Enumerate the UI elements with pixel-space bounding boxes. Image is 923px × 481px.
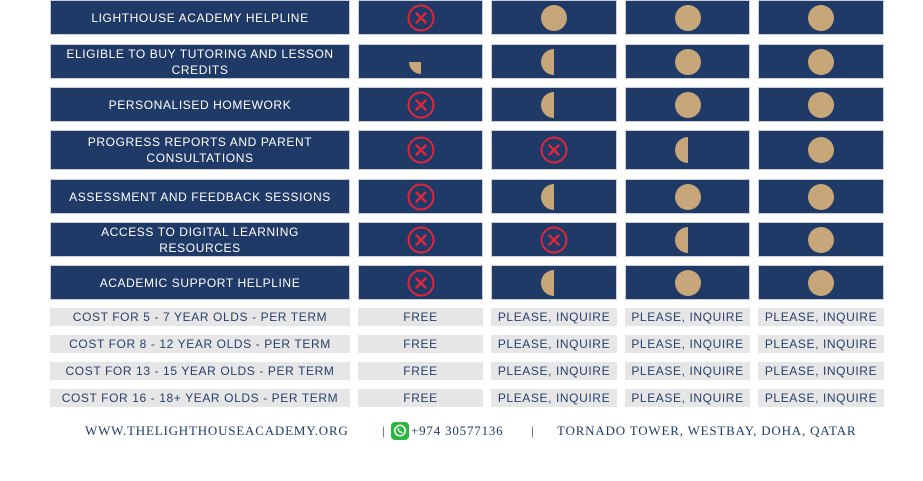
plan-cell: [758, 222, 884, 257]
cost-label: COST FOR 5 - 7 YEAR OLDS - PER TERM: [50, 308, 350, 326]
half-circle-icon: [540, 91, 568, 119]
plan-cell: [358, 44, 483, 79]
cost-value: FREE: [358, 335, 483, 353]
feature-label: ELIGIBLE TO BUY TUTORING AND LESSON CREDITS: [50, 44, 350, 79]
footer-separator-2: |: [531, 423, 535, 438]
full-circle-icon: [540, 4, 568, 32]
cost-value: PLEASE, INQUIRE: [625, 362, 750, 380]
cost-value: PLEASE, INQUIRE: [758, 308, 884, 326]
cost-value: PLEASE, INQUIRE: [491, 389, 617, 407]
full-circle-icon: [807, 183, 835, 211]
plan-cell: [625, 265, 750, 300]
plan-cell: [491, 265, 617, 300]
plan-cell: [358, 265, 483, 300]
full-circle-icon: [807, 48, 835, 76]
cost-value: PLEASE, INQUIRE: [625, 308, 750, 326]
plan-cell: [625, 222, 750, 257]
full-circle-icon: [674, 183, 702, 211]
plan-cell: [758, 44, 884, 79]
footer-phone[interactable]: +974 30577136: [411, 423, 504, 438]
plan-cell: [491, 179, 617, 214]
full-circle-icon: [674, 48, 702, 76]
cost-value: PLEASE, INQUIRE: [758, 389, 884, 407]
plan-cell: [625, 44, 750, 79]
half-circle-icon: [540, 48, 568, 76]
plan-cell: [625, 179, 750, 214]
cost-label: COST FOR 16 - 18+ YEAR OLDS - PER TERM: [50, 389, 350, 407]
feature-label: ACADEMIC SUPPORT HELPLINE: [50, 265, 350, 300]
plan-cell: [758, 179, 884, 214]
cost-value: PLEASE, INQUIRE: [758, 362, 884, 380]
plan-cell: [625, 130, 750, 170]
plan-cell: [491, 0, 617, 35]
plan-cell: [358, 0, 483, 35]
feature-label: LIGHTHOUSE ACADEMY HELPLINE: [50, 0, 350, 35]
plan-cell: [491, 222, 617, 257]
not-included-icon: [407, 91, 435, 119]
plan-cell: [358, 87, 483, 122]
full-circle-icon: [807, 226, 835, 254]
footer-website[interactable]: WWW.THELIGHTHOUSEACADEMY.ORG: [85, 423, 349, 438]
not-included-icon: [407, 269, 435, 297]
full-circle-icon: [674, 91, 702, 119]
full-circle-icon: [674, 269, 702, 297]
quarter-circle-icon: [407, 48, 435, 76]
feature-label: ASSESSMENT AND FEEDBACK SESSIONS: [50, 179, 350, 214]
full-circle-icon: [807, 91, 835, 119]
full-circle-icon: [807, 4, 835, 32]
plan-cell: [491, 87, 617, 122]
footer-separator-1: |: [382, 423, 386, 438]
cost-label: COST FOR 13 - 15 YEAR OLDS - PER TERM: [50, 362, 350, 380]
cost-value: PLEASE, INQUIRE: [758, 335, 884, 353]
cost-value: FREE: [358, 389, 483, 407]
plan-cell: [625, 87, 750, 122]
not-included-icon: [407, 136, 435, 164]
cost-value: FREE: [358, 308, 483, 326]
cost-value: PLEASE, INQUIRE: [625, 389, 750, 407]
cost-value: PLEASE, INQUIRE: [491, 335, 617, 353]
full-circle-icon: [807, 269, 835, 297]
not-included-icon: [407, 183, 435, 211]
plan-cell: [758, 130, 884, 170]
feature-label: ACCESS TO DIGITAL LEARNING RESOURCES: [50, 222, 350, 257]
plan-cell: [758, 265, 884, 300]
cost-label: COST FOR 8 - 12 YEAR OLDS - PER TERM: [50, 335, 350, 353]
plan-cell: [358, 179, 483, 214]
not-included-icon: [407, 4, 435, 32]
feature-label: PERSONALISED HOMEWORK: [50, 87, 350, 122]
half-circle-icon: [540, 269, 568, 297]
whatsapp-icon: [391, 422, 409, 440]
plan-cell: [758, 87, 884, 122]
cost-value: PLEASE, INQUIRE: [491, 362, 617, 380]
not-included-icon: [540, 226, 568, 254]
plan-cell: [758, 0, 884, 35]
half-circle-icon: [674, 226, 702, 254]
plan-cell: [491, 130, 617, 170]
footer-address: TORNADO TOWER, WESTBAY, DOHA, QATAR: [557, 423, 857, 438]
plan-cell: [491, 44, 617, 79]
cost-value: FREE: [358, 362, 483, 380]
cost-value: PLEASE, INQUIRE: [491, 308, 617, 326]
cost-value: PLEASE, INQUIRE: [625, 335, 750, 353]
half-circle-icon: [674, 136, 702, 164]
full-circle-icon: [807, 136, 835, 164]
not-included-icon: [407, 226, 435, 254]
plan-cell: [358, 130, 483, 170]
not-included-icon: [540, 136, 568, 164]
plan-cell: [358, 222, 483, 257]
feature-label: PROGRESS REPORTS AND PARENT CONSULTATIONS: [50, 130, 350, 170]
footer: [0, 421, 923, 441]
half-circle-icon: [540, 183, 568, 211]
full-circle-icon: [674, 4, 702, 32]
plan-cell: [625, 0, 750, 35]
